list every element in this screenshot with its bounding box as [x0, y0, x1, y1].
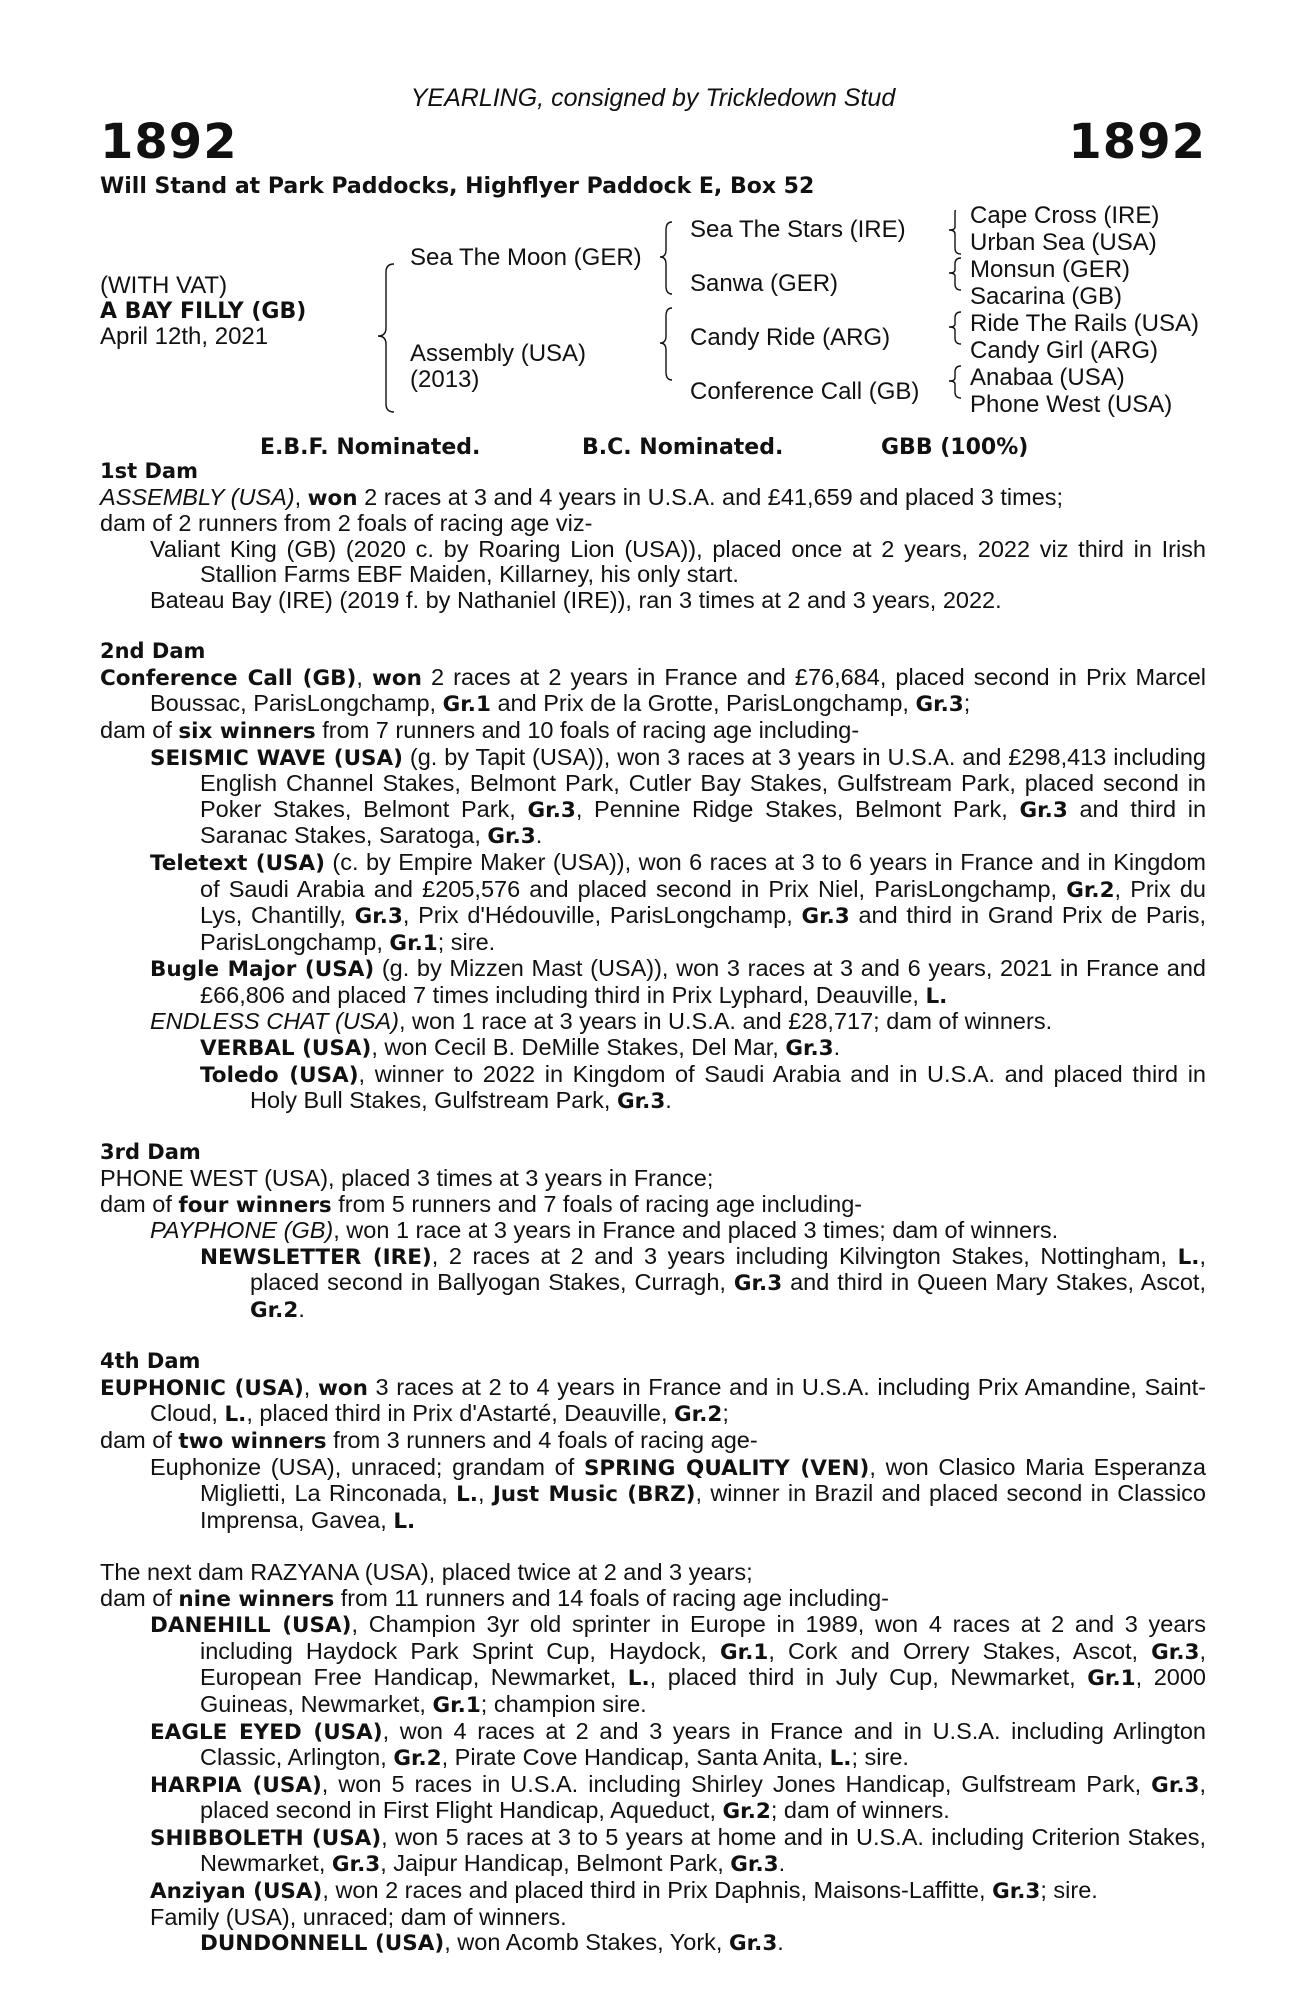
grand-produce-entry — [100, 1930, 1206, 1957]
bold-text-run: Gr.3 — [733, 1271, 783, 1297]
text-run: 2 races at 3 and 4 years in U.S.A. and £41,659 and placed 3 times; — [357, 483, 1064, 510]
text-run: , 2000 Guineas, Newmarket, — [200, 1664, 1206, 1717]
bold-text-run: nine winners — [178, 1586, 335, 1612]
vat-note: (WITH VAT) — [100, 272, 228, 299]
bold-text-run: Teletext (USA) — [150, 850, 325, 876]
text-run: , won 4 races at 2 and 3 years in France and in U.S.A. including Arlington Classic, Arlington, — [200, 1717, 1206, 1771]
dam-year: (2013) — [410, 366, 480, 393]
third-dam-record: PHONE WEST (USA), placed 3 times at 3 years in France; — [100, 1165, 714, 1192]
text-run: from 5 runners and 7 foals of racing age including- — [331, 1190, 863, 1217]
bold-text-run: Conference Call (GB) — [100, 665, 357, 691]
text-run: (c. by Empire Maker (USA)), won 6 races at 3 to 6 years in France and in Kingdom of Saudi Arabia and £205,576 and placed second in Prix Niel, ParisLongchamp, — [200, 848, 1206, 902]
text-run: dam of — [100, 1584, 179, 1611]
bold-text-run: L. — [925, 983, 948, 1009]
text-run: from 11 runners and 14 foals of racing age including- — [334, 1584, 890, 1611]
next-dam-record: The next dam RAZYANA (USA), placed twice at 2 and 3 years; — [100, 1558, 753, 1585]
produce-entry — [100, 1009, 1206, 1035]
bold-text-run: Gr.3 — [992, 1879, 1041, 1905]
text-run: , placed third in July Cup, Newmarket, — [649, 1664, 1088, 1691]
bold-text-run: won — [317, 1375, 368, 1401]
bold-text-run: Gr.2 — [250, 1298, 299, 1323]
text-run: , placed second in First Flight Handicap, Aqueduct, — [200, 1770, 1207, 1824]
text-run: (g. by Tapit (USA)), won 3 races at 3 years in U.S.A. and £298,413 including English Channel Stakes, Belmont Park, Cutler Bay Stakes, Gulfstream Park, placed second in Poker Stakes, Belmont Park, — [200, 743, 1206, 822]
text-run: , placed second in Ballyogan Stakes, Curragh, — [250, 1242, 1206, 1296]
bold-text-run: four winners — [178, 1192, 332, 1218]
text-run: ; — [963, 690, 971, 717]
bold-text-run: Gr.1 — [432, 1692, 481, 1718]
produce-entry: Family (USA), unraced; dam of winners. — [150, 1903, 567, 1930]
gbb-percentage: GBB (100%) — [881, 435, 1029, 460]
text-run: dam of — [100, 1190, 179, 1217]
text-run: , won Acomb Stakes, York, — [444, 1929, 729, 1956]
pedigree-gen3: Anabaa (USA) — [970, 364, 1125, 391]
bold-text-run: SEISMIC WAVE (USA) — [150, 745, 403, 771]
pedigree-gen2: Candy Ride (ARG) — [690, 324, 891, 351]
bold-text-run: two winners — [178, 1428, 327, 1454]
grand-produce-entry — [100, 1062, 1206, 1115]
fourth-dam-heading: 4th Dam — [100, 1349, 201, 1374]
pedigree-gen3: Cape Cross (IRE) — [970, 202, 1160, 229]
text-run: ; champion sire. — [480, 1690, 647, 1717]
bold-text-run: L. — [456, 1482, 478, 1508]
bold-text-run: Gr.2 — [1066, 877, 1115, 903]
sire-name: Sea The Moon (GER) — [410, 244, 642, 271]
bold-text-run: Gr.3 — [616, 1089, 666, 1115]
dam-name: ASSEMBLY (USA) — [100, 483, 295, 510]
text-run: . — [777, 1929, 784, 1956]
second-dam-record: Conference Call (GB), won 2 races at 2 years in France and £76,684, placed second in Prix Marcel Boussac, ParisLongchamp, Gr.1 and Prix de la Grotte, ParisLongchamp, Gr.3; — [100, 663, 1206, 718]
produce-entry — [100, 745, 1206, 850]
bold-text-run: SPRING QUALITY (VEN) — [583, 1455, 870, 1481]
text-run: . — [298, 1296, 305, 1322]
bold-text-run: NEWSLETTER (IRE) — [200, 1244, 432, 1270]
text-run: from 7 runners and 10 foals of racing age including- — [315, 716, 860, 743]
bold-text-run: Gr.1 — [720, 1639, 769, 1665]
won-label: won — [307, 485, 358, 511]
bold-text-run: Gr.1 — [389, 930, 438, 956]
second-dam-produce-summary — [100, 718, 1206, 745]
bold-text-run: Gr.3 — [728, 1931, 778, 1957]
italic-text-run: ENDLESS CHAT (USA) — [150, 1008, 399, 1035]
bold-text-run: Bugle Major (USA) — [150, 957, 375, 983]
text-run: , Cork and Orrery Stakes, Ascot, — [768, 1637, 1152, 1664]
text-run: and third in Queen Mary Stakes, Ascot, — [782, 1269, 1206, 1296]
produce-entry — [100, 1825, 1206, 1878]
pedigree-gen3: Monsun (GER) — [970, 256, 1131, 283]
bold-text-run: Gr.1 — [442, 692, 491, 718]
bold-text-run: Just Music (BRZ) — [492, 1482, 696, 1508]
text-run: ; dam of winners. — [770, 1797, 950, 1824]
bold-text-run: L. — [1177, 1244, 1200, 1270]
bold-text-run: L. — [627, 1666, 650, 1692]
text-run: ; sire. — [851, 1744, 909, 1771]
produce-entry — [100, 1878, 1206, 1905]
grand-produce-entry — [100, 1244, 1206, 1324]
bold-text-run: L. — [393, 1508, 416, 1534]
bold-text-run: SHIBBOLETH (USA) — [150, 1825, 382, 1851]
text-run: , won 5 races at 3 to 5 years at home and in U.S.A. including Criterion Stakes, Newmarket, — [200, 1823, 1206, 1877]
text-run: and third in Saranac Stakes, Saratoga, — [200, 795, 1207, 849]
third-dam-produce-summary — [100, 1192, 1206, 1219]
bold-text-run: Gr.3 — [354, 904, 403, 930]
lot-number-right: 1892 — [1068, 114, 1206, 170]
produce-entry: Bateau Bay (IRE) (2019 f. by Nathaniel (IRE)), ran 3 times at 2 and 3 years, 2022. — [150, 586, 1002, 613]
text-run: , won 1 race at 3 years in U.S.A. and £28,717; dam of winners. — [398, 1008, 1053, 1035]
bold-text-run: Gr.2 — [393, 1746, 442, 1772]
bold-text-run: EAGLE EYED (USA) — [150, 1719, 383, 1745]
bold-text-run: VERBAL (USA) — [200, 1036, 372, 1062]
produce-entry — [100, 1455, 1206, 1535]
produce-entry: Valiant King (GB) (2020 c. by Roaring Lion (USA)), placed once at 2 years, 2022 viz third in Irish Stallion Farms EBF Maiden, Killarney, his only start. — [150, 535, 1206, 588]
bold-text-run: Gr.1 — [1087, 1666, 1136, 1692]
catalogue-body — [100, 459, 1206, 1957]
stabling-location: Will Stand at Park Paddocks, Highflyer Paddock E, Box 52 — [100, 174, 815, 199]
text-run: . — [778, 1850, 786, 1877]
bold-text-run: Gr.3 — [1019, 797, 1068, 823]
text-run: and Prix de la Grotte, ParisLongchamp, — [490, 690, 916, 717]
bold-text-run: Gr.3 — [1151, 1772, 1200, 1798]
pedigree-gen3: Sacarina (GB) — [970, 283, 1123, 310]
text-run: , European Free Handicap, Newmarket, — [200, 1637, 1206, 1691]
fourth-dam-record: EUPHONIC (USA), won 3 races at 2 to 4 years in France and in U.S.A. including Prix Amandine, Saint-Cloud, L., placed third in Prix d'Astarté, Deauville, Gr.2; — [100, 1373, 1206, 1428]
bold-text-run: Gr.3 — [915, 692, 964, 718]
bold-text-run: Gr.3 — [1151, 1639, 1200, 1665]
text-run: , 2 races at 2 and 3 years including Kilvington Stakes, Nottingham, — [431, 1242, 1178, 1269]
text-run: and third in Grand Prix de Paris, ParisLongchamp, — [200, 902, 1206, 955]
text-run: . — [535, 822, 543, 849]
text-run: , won 1 race at 3 years in France and placed 3 times; dam of winners. — [333, 1217, 1059, 1244]
text-run: (g. by Mizzen Mast (USA)), won 3 races at 3 and 6 years, 2021 in France and £66,806 and placed 7 times including third in Prix Lyphard, Deauville, — [200, 955, 1206, 1008]
text-run: ; sire. — [1040, 1877, 1098, 1904]
second-dam-heading: 2nd Dam — [100, 639, 206, 664]
pedigree-table — [100, 202, 1206, 425]
text-run: , Pennine Ridge Stakes, Belmont Park, — [575, 795, 1020, 822]
lot-number-left: 1892 — [100, 114, 238, 170]
pedigree-gen3: Ride The Rails (USA) — [970, 310, 1199, 337]
grand-produce-entry — [100, 1035, 1206, 1062]
produce-entry — [100, 1772, 1206, 1825]
pedigree-gen3: Phone West (USA) — [970, 391, 1173, 418]
text-run: dam of — [100, 1426, 179, 1453]
text-run: from 3 runners and 4 foals of racing age- — [326, 1426, 758, 1453]
next-dam-produce-summary — [100, 1586, 1206, 1613]
bold-text-run: DANEHILL (USA) — [150, 1613, 352, 1639]
bold-text-run: six winners — [178, 718, 316, 744]
foaling-date: April 12th, 2021 — [100, 323, 269, 350]
bold-text-run: Gr.3 — [785, 1036, 834, 1062]
pedigree-gen3: Urban Sea (USA) — [970, 229, 1157, 256]
bold-text-run: Gr.3 — [487, 824, 536, 850]
catalogue-page — [100, 0, 1206, 2000]
text-run: dam of — [100, 716, 179, 743]
bold-text-run: Gr.2 — [674, 1402, 723, 1428]
text-run: , Prix d'Hédouville, ParisLongchamp, — [402, 902, 802, 929]
text-run: ; sire. — [437, 928, 496, 955]
fourth-dam-produce-summary — [100, 1428, 1206, 1455]
text-run: , Champion 3yr old sprinter in Europe in 1989, won 4 races at 2 and 3 years including Haydock Park Sprint Cup, Haydock, — [200, 1611, 1207, 1664]
bold-text-run: HARPIA (USA) — [150, 1772, 322, 1798]
first-dam-heading: 1st Dam — [100, 459, 198, 483]
bold-text-run: Anziyan (USA) — [150, 1879, 323, 1905]
text-run: , won 5 races in U.S.A. including Shirley Jones Handicap, Gulfstream Park, — [321, 1770, 1152, 1797]
pedigree-gen3: Candy Girl (ARG) — [970, 337, 1159, 364]
ebf-nomination: E.B.F. Nominated. — [260, 435, 481, 460]
pedigree-gen2: Sanwa (GER) — [690, 270, 839, 297]
bc-nomination: B.C. Nominated. — [582, 435, 784, 460]
text-run: ; — [722, 1400, 729, 1427]
horse-name: A BAY FILLY (GB) — [100, 299, 307, 324]
produce-entry — [100, 956, 1206, 1009]
text-run: , Jaipur Handicap, Belmont Park, — [380, 1850, 731, 1877]
bold-text-run: Gr.2 — [722, 1799, 771, 1825]
italic-text-run: PAYPHONE (GB) — [150, 1217, 334, 1244]
bold-text-run: L. — [829, 1746, 852, 1772]
text-run: Euphonize (USA), unraced; grandam of — [150, 1453, 584, 1480]
first-dam-produce-summary: dam of 2 runners from 2 foals of racing age viz- — [100, 510, 593, 537]
text-run: , winner to 2022 in Kingdom of Saudi Arabia and in U.S.A. and placed third in Holy Bull Stakes, Gulfstream Park, — [250, 1060, 1206, 1114]
text-run: . — [665, 1087, 672, 1114]
bold-text-run: Toledo (USA) — [200, 1062, 359, 1088]
pedigree-gen2: Sea The Stars (IRE) — [690, 216, 906, 243]
text-run: , winner in Brazil and placed second in Classico Imprensa, Gavea, — [200, 1480, 1206, 1533]
bold-text-run: Gr.3 — [527, 797, 576, 823]
pedigree-gen2: Conference Call (GB) — [690, 378, 920, 405]
text-run: . — [833, 1034, 841, 1061]
text-run: , Prix du Lys, Chantilly, — [200, 875, 1206, 929]
bold-text-run: Gr.3 — [730, 1852, 779, 1878]
consignment-line: YEARLING, consigned by Trickledown Stud — [410, 84, 896, 112]
bold-text-run: Gr.3 — [801, 904, 850, 930]
third-dam-heading: 3rd Dam — [100, 1140, 201, 1165]
produce-entry — [100, 850, 1206, 956]
text-run: , won Cecil B. DeMille Stakes, Del Mar, — [371, 1034, 786, 1061]
text-run: , won 2 races and placed third in Prix Daphnis, Maisons-Laffitte, — [322, 1877, 993, 1904]
text-run: 2 races at 2 years in France and £76,684, placed second in Prix Marcel Boussac, ParisLongchamp, — [150, 663, 1206, 717]
first-dam-record: ASSEMBLY (USA), won 2 races at 3 and 4 years in U.S.A. and £41,659 and placed 3 times; — [100, 483, 1064, 511]
produce-entry — [100, 1719, 1206, 1772]
text-run: , Pirate Cove Handicap, Santa Anita, — [441, 1744, 830, 1771]
text-run: , — [477, 1480, 493, 1507]
produce-entry — [100, 1218, 1206, 1244]
text-run: , placed third in Prix d'Astarté, Deauville, — [246, 1400, 675, 1427]
bold-text-run: won — [371, 665, 422, 691]
bold-text-run: Gr.3 — [331, 1852, 381, 1878]
dam-name: Assembly (USA) — [410, 340, 587, 367]
bold-text-run: L. — [224, 1402, 247, 1428]
bold-text-run: EUPHONIC (USA) — [100, 1375, 304, 1401]
produce-entry — [100, 1612, 1206, 1718]
bold-text-run: DUNDONNELL (USA) — [200, 1931, 445, 1957]
text-run: , won Clasico Maria Esperanza Miglietti, La Rinconada, — [200, 1453, 1206, 1507]
text-run: 3 races at 2 to 4 years in France and in U.S.A. including Prix Amandine, Saint-Cloud, — [150, 1373, 1206, 1427]
